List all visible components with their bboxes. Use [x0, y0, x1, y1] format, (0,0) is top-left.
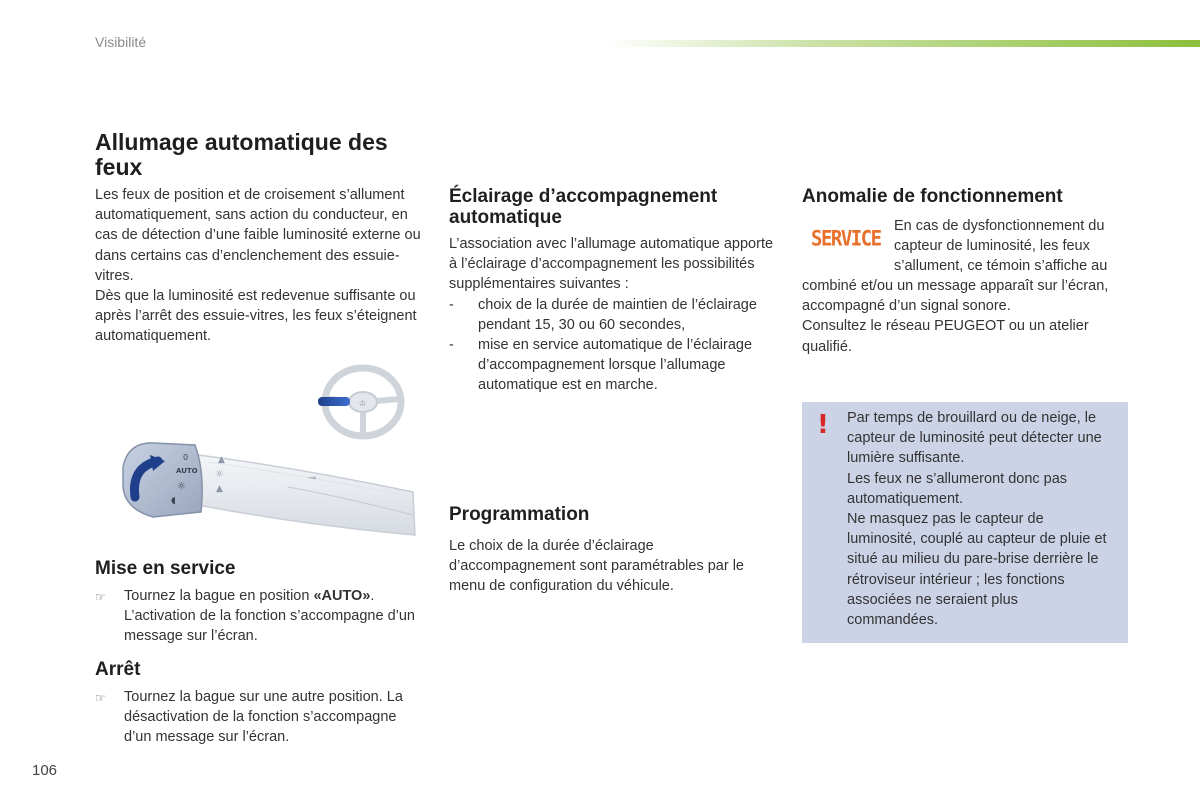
mise-en-service-item [95, 586, 415, 647]
arret-item [95, 687, 425, 748]
lighting-stalk-icon [198, 455, 415, 535]
auto-ring-icon [123, 443, 202, 517]
programmation-text: Le choix de la durée d’éclairage d’accompagnement sont paramétrables par le menu de configuration du véhicule. [449, 538, 744, 595]
svg-text:AUTO: AUTO [176, 467, 198, 475]
list-item: - mise en service automatique de l’éclairage d’accompagnement lorsque l’allumage automatique est en marche. [449, 335, 779, 396]
exclamation-icon: ! [817, 410, 829, 440]
note-line-3: Ne masquez pas le capteur de luminosité, couplé au capteur de pluie et situé au milieu du pare-brise derrière le rétroviseur intérieur ; les fonctions associées ne seraient plus commandées. [847, 511, 1107, 629]
pointing-hand-icon: ☞ [95, 590, 106, 604]
section-label: Visibilité [95, 34, 147, 50]
svg-text:⊸: ⊸ [308, 473, 317, 484]
mise-en-service-text-after: . L’activation de la fonction s’accompagne d’un message sur l’écran. [124, 588, 415, 645]
stalk-indicator-icon [318, 397, 350, 406]
svg-text:0: 0 [183, 453, 189, 462]
anomalie-text-indented: En cas de dysfonctionnement du capteur de luminosité, les feux s’allument, ce témoin s’affiche au [894, 218, 1108, 275]
warning-note-box [802, 402, 1128, 643]
auto-position-label: «AUTO» [313, 588, 371, 604]
accompagnement-text [449, 234, 779, 396]
pointing-hand-icon: ☞ [95, 691, 106, 705]
list-item: - choix de la durée de maintien de l’éclairage pendant 15, 30 ou 60 secondes, [449, 295, 779, 335]
anomalie-heading: Anomalie de fonctionnement [802, 186, 1063, 207]
light-switch-illustration [113, 357, 423, 537]
page-title: Allumage automatique des feux [95, 129, 388, 180]
accompagnement-list [449, 295, 779, 396]
note-line-1: Par temps de brouillard ou de neige, le capteur de luminosité peut détecter une lumière suffisante. [847, 410, 1102, 467]
svg-text:▲: ▲ [216, 484, 223, 494]
svg-text:☼: ☼ [177, 481, 186, 492]
mise-en-service-text-before: Tournez la bague en position [124, 588, 314, 604]
intro-text [95, 185, 425, 347]
svg-text:◖: ◖ [171, 496, 176, 506]
svg-text:▲: ▲ [218, 455, 225, 465]
accompagnement-heading: Éclairage d’accompagnement automatique [449, 186, 718, 228]
note-text [847, 408, 1109, 630]
header-accent-bar [605, 40, 1200, 47]
service-warning-icon: SERVICE [811, 226, 881, 252]
programmation-heading: Programmation [449, 504, 590, 525]
anomalie-text [802, 276, 1132, 357]
intro-paragraph-2: Dès que la luminosité est redevenue suffisante ou après l’arrêt des essuie-vitres, les feux s’éteignent automatiquement. [95, 288, 417, 345]
anomalie-text-full: combiné et/ou un message apparaît sur l’écran, accompagné d’un signal sonore. [802, 278, 1109, 315]
note-line-2: Les feux ne s’allumeront donc pas automatiquement. [847, 470, 1068, 507]
svg-text:♔: ♔ [359, 399, 367, 408]
anomalie-text-last: Consultez le réseau PEUGEOT ou un atelier qualifié. [802, 318, 1089, 355]
arret-heading: Arrêt [95, 659, 141, 680]
arret-text: Tournez la bague sur une autre position. La désactivation de la fonction s’accompagne d’un message sur l’écran. [124, 689, 403, 746]
intro-paragraph-1: Les feux de position et de croisement s’allument automatiquement, sans action du conducteur, en cas de détection d’une faible luminosité externe ou dans certains cas d’enclenchement des essuie-vitres. [95, 187, 421, 284]
accompagnement-intro: L’association avec l’allumage automatique apporte à l’éclairage d’accompagnement les possibilités supplémentaires suivantes : [449, 236, 774, 293]
mise-en-service-heading: Mise en service [95, 558, 236, 579]
svg-text:☼: ☼ [215, 469, 224, 480]
page-number: 106 [32, 762, 58, 779]
